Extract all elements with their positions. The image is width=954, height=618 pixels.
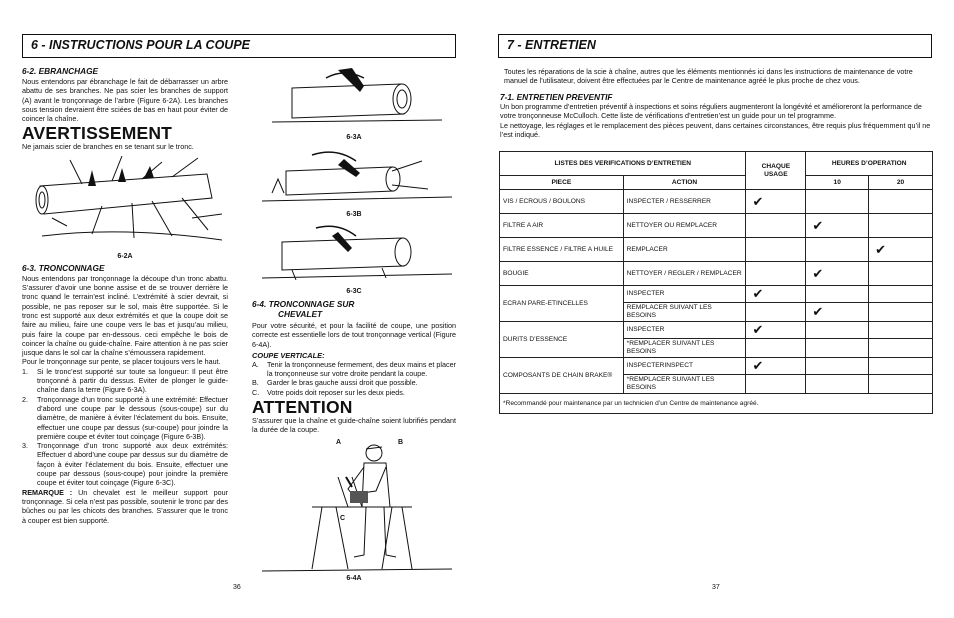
maintenance-table [499,151,933,414]
section-title-tronconnage: 6-3. TRONCONNAGE [22,262,105,273]
list-text: Votre poids doit reposer sur les deux pieds. [267,387,405,397]
list-number: B. [252,378,259,388]
table-cell-check [869,339,933,358]
figure-caption-6-3c: 6-3C [346,288,362,295]
table-cell-check [806,339,869,358]
checkmark-icon: ✔ [875,241,887,257]
section-title-chevalet [252,299,456,319]
list-item [22,441,228,487]
list-number: A. [252,359,259,369]
figure-caption-6-3a: 6-3A [346,134,362,141]
table-cell-check [806,238,869,262]
list-item [252,378,456,387]
table-cell-piece: VIS / ECROUS / BOULONS [500,190,624,214]
coupe-verticale-title: COUPE VERTICALE: [252,350,325,360]
section-title-ebranchage: 6-2. EBRANCHAGE [22,66,99,76]
page-number-left: 36 [233,584,241,591]
table-cell-check [806,375,869,394]
table-header-each-use: CHAQUE USAGE [746,152,806,190]
coupe-verticale-list [252,360,456,397]
table-cell-action: INSPECTER / RESSERRER [623,190,746,214]
table-cell-check [806,214,869,238]
table-cell-check [746,262,806,286]
table-cell-check [746,286,806,303]
checkmark-icon: ✔ [752,286,764,301]
table-cell-check [806,286,869,303]
table-footnote: *Recommandé pour maintenance par un technicien d’un Centre de maintenance agréé. [500,394,933,414]
table-cell-check [746,358,806,375]
table-cell-check [869,190,933,214]
list-text: Tronçonnage d’un tronc supporté à une extrémité: Effectuer d’abord une coupe par le dessous (sous-coupe) sur du diamètre, de manière à éviter l’éclatement du bois. Ensuite, effectuer une coupe par dessus (sur-coupe) pour joindre la première coupe et éviter tout coinçage (Figure 6-3B). [37,394,228,441]
table-cell-check [746,339,806,358]
list-number: C. [252,387,260,397]
list-text: Tenir la tronçonneuse fermement, des deux mains et placer la tronçonneuse sur votre droite pendant la coupe. [267,359,456,379]
tronconnage-slope-text: Pour le tronçonnage sur pente, se placer toujours vers le haut. [22,357,221,367]
list-item [22,395,228,441]
table-cell-action: INSPECTERINSPECT [623,358,746,375]
list-item [22,367,228,395]
remark-text: Un chevalet est le meilleur support pour tronçonnage. Si cela n’est pas possible, soutenir le tronc par des bûches ou par les chicots des branches. S’assurer que le tronc à couper est bien supporté. [22,487,228,525]
table-cell-check [746,238,806,262]
table-row [500,286,933,303]
list-number: 1. [22,366,28,376]
maintenance-table-wrap [499,151,933,414]
table-cell-check [869,262,933,286]
table-cell-check [869,358,933,375]
tronconnage-text: Nous entendons par tronçonnage la découpe d’un tronc abattu. S’assurer d’avoir une bonne assise et de se trouver derrière le tronc quand le terrain’est incliné. L’extrémité à scier devrait, si possible, ne pas reposer sur le sol, mais être supportée. Si le tronc est supporté aux deux extrémités et que la coupe doit se faire au milieu, faire une coupe vers le bas et jusqu’au milieu, puis faire la coupe par en-dessous. ceci empêche le bois de coincer la chaîne ou guide-chaîne. Faire attention à ne pas scier jusque dans le sol car la chaîne s’émoussera rapidement. [22,273,228,358]
figure-6-3b-bucking-illustration [252,145,456,207]
section-header-right: 7 - ENTRETIEN [498,34,932,58]
table-cell-piece: FILTRE ESSENCE / FILTRE A HUILE [500,238,624,262]
table-cell-action: REMPLACER [623,238,746,262]
table-cell-action: *REMPLACER SUIVANT LES BESOINS [623,339,746,358]
table-header-hours: HEURES D’OPERATION [806,152,933,176]
maintenance-intro: Toutes les réparations de la scie à chaîne, autres que les éléments mentionnés ici dans les instructions de maintenance de votre manuel de l’utilisateur, doivent être effectuées par le Centre de maintenance agréé le plus proche de chez vous. [504,67,913,86]
section-title-entretien-preventif: 7-1. ENTRETIEN PREVENTIF [500,92,613,102]
table-cell-piece: COMPOSANTS DE CHAIN BRAKE® [500,358,624,394]
preventive-text-1: Un bon programme d’entretien préventif à inspections et soins réguliers augmenteront la longévité et amélioreront la performance de votre tronçonneuse McCulloch. Cette liste de vérifications d’entretien’est un guide pour un tel programme. [500,102,922,121]
left-column-1 [22,66,228,525]
table-row [500,358,933,375]
attention-title: ATTENTION [252,397,353,418]
list-item [252,360,456,379]
table-cell-action: INSPECTER [623,286,746,303]
table-cell-check [746,214,806,238]
table-cell-check [806,322,869,339]
figure-6-4a-sawhorse-illustration [252,437,456,577]
list-text: Si le tronc’est supporté sur toute sa longueur: Il peut être tronçonné à partir du dessus. Eviter de plonger le guide-chaîne dans la terre (Figure 6-3A). [37,366,228,395]
table-cell-check [869,322,933,339]
figure-caption-6-2a: 6-2A [117,252,133,260]
table-cell-action: NETTOYER / REGLER / REMPLACER [623,262,746,286]
checkmark-icon: ✔ [812,304,824,319]
list-text: Garder le bras gauche aussi droit que possible. [267,378,418,388]
figure-label-a: A [336,438,342,446]
table-cell-check [806,358,869,375]
figure-6-4a [252,437,456,577]
table-cell-check [746,190,806,214]
section-title-chevalet-line1: 6-4. TRONCONNAGE SUR [252,299,355,309]
figure-caption-6-3b: 6-3B [346,211,362,218]
table-cell-check [806,262,869,286]
list-number: 2. [22,394,28,404]
table-row [500,238,933,262]
ebranchage-text: Nous entendons par ébranchage le fait de débarrasser un arbre abattu de ses branches. Ne pas scier les branches de support (A) avant le tronçonnage de l’arbre (Figure 6-2A). Les branches sous tension devraient être sciées de bas en haut pour éviter de coincer la chaîne. [22,77,228,124]
table-cell-check [869,303,933,322]
table-cell-check [806,303,869,322]
table-cell-action: NETTOYER OU REMPLACER [623,214,746,238]
table-cell-check [746,375,806,394]
preventive-text-2: Le nettoyage, les réglages et le remplacement des pièces peuvent, dans certaines circonstances, être requis plus fréquemment qu’il ne l’est indiqué. [500,120,931,139]
table-cell-check [746,322,806,339]
table-cell-check [869,238,933,262]
table-cell-check [806,190,869,214]
table-header-list: LISTES DES VERIFICATIONS D’ENTRETIEN [500,152,746,176]
table-cell-check [869,375,933,394]
warning-title: AVERTISSEMENT [22,123,173,144]
remark-paragraph [22,488,228,525]
figure-6-2a-limbing-illustration [22,156,228,246]
table-row [500,322,933,339]
checkmark-icon: ✔ [752,358,764,373]
list-number: 3. [22,441,28,451]
table-row [500,214,933,238]
table-cell-action: REMPLACER SUIVANT LES BESOINS [623,303,746,322]
figure-label-b: B [398,438,404,446]
left-column-2 [252,66,456,582]
table-cell-check [869,286,933,303]
checkmark-icon: ✔ [812,217,824,233]
section-header-left: 6 - INSTRUCTIONS POUR LA COUPE [22,34,456,58]
checkmark-icon: ✔ [812,265,824,281]
checkmark-icon: ✔ [752,193,764,209]
figure-6-3a-bucking-illustration [252,66,456,130]
section-title-chevalet-line2: CHEVALET [278,309,323,319]
table-footnote-row [500,394,933,414]
figure-6-3c-bucking-illustration [252,222,456,284]
table-header-action: ACTION [623,176,746,190]
figure-label-c: C [340,514,346,522]
table-cell-action: INSPECTER [623,322,746,339]
table-header-piece: PIECE [500,176,624,190]
table-row [500,262,933,286]
table-header-20: 20 [869,176,933,190]
attention-text: S’assurer que la chaîne et guide-chaîne soient lubrifiés pendant la durée de la coupe. [252,416,456,435]
figure-caption-6-4a: 6-4A [346,574,362,582]
page-number-right: 37 [712,584,720,591]
table-header-10: 10 [806,176,869,190]
table-cell-piece: DURITS D’ESSENCE [500,322,624,358]
warning-text: Ne jamais scier de branches en se tenant sur le tronc. [22,142,194,152]
table-cell-action: *REMPLACER SUIVANT LES BESOINS [623,375,746,394]
table-cell-piece: BOUGIE [500,262,624,286]
table-cell-check [746,303,806,322]
tronconnage-list [22,367,228,488]
list-text: Tronçonnage d’un tronc supporté aux deux extrémités: Effectuer d abord’une coupe par dessus sur du diamètre de façon à éviter l’éclatement du bois. Ensuite, effectuer une coupe par dessous (sous-coupe) pour joindre la première coupe et éviter tout coinçage (Figure 6-3C). [37,441,228,488]
checkmark-icon: ✔ [752,322,764,337]
remark-label: REMARQUE : [22,487,73,497]
table-cell-piece: FILTRE A AIR [500,214,624,238]
list-item [252,388,456,397]
table-cell-piece: ECRAN PARE-ETINCELLES [500,286,624,322]
table-cell-check [869,214,933,238]
chevalet-text: Pour votre sécurité, et pour la facilité de coupe, une position correcte est essentielle lors de tout tronçonnage vertical (Figure 6-4A). [252,321,456,349]
table-row [500,190,933,214]
preventive-section [500,92,932,139]
